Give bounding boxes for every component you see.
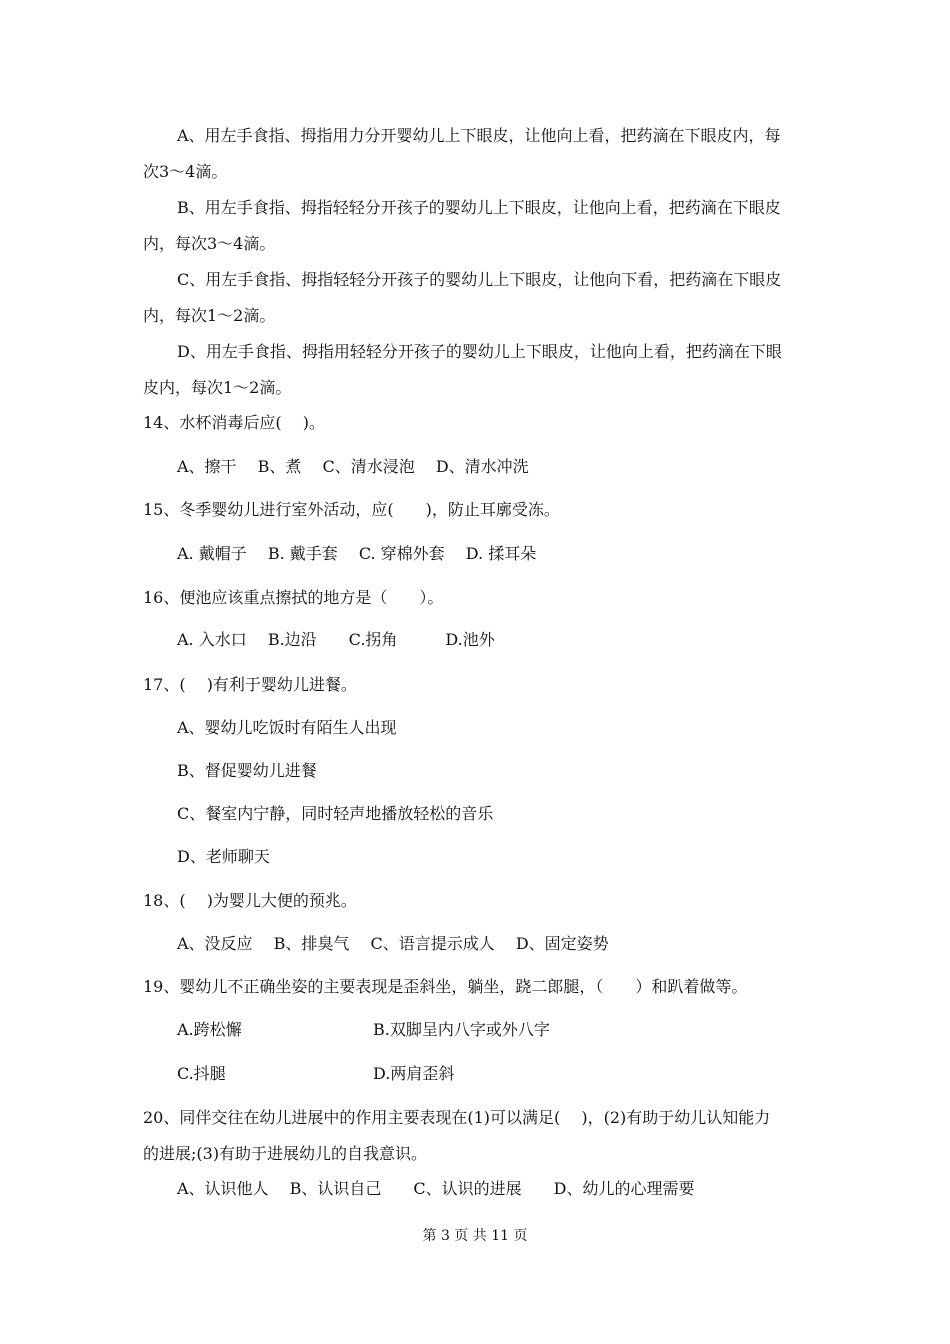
q18-stem: 18、( )为婴儿大便的预兆。 — [143, 891, 357, 910]
q20-options: A、认识他人 B、认识自己 C、认识的进展 D、幼儿的心理需要 — [177, 1179, 695, 1198]
q17-stem: 17、( )有利于婴幼儿进餐。 — [143, 675, 357, 694]
q13-option-d — [143, 334, 809, 406]
q15-options: A. 戴帽子 B. 戴手套 C. 穿棉外套 D. 揉耳朵 — [177, 544, 537, 563]
q19-option-c: C.抖腿 — [177, 1064, 226, 1083]
q13-option-a — [143, 118, 809, 190]
q19-stem: 19、婴幼儿不正确坐姿的主要表现是歪斜坐，躺坐，跷二郎腿，（ ）和趴着做等。 — [143, 977, 748, 996]
q19-options-row2 — [177, 1056, 843, 1092]
q16-options: A. 入水口 B.边沿 C.拐角 D.池外 — [177, 630, 495, 649]
q17-option-c: C、餐室内宁静，同时轻声地播放轻松的音乐 — [177, 804, 494, 823]
q19-option-b: B.双脚呈内八字或外八字 — [373, 1020, 550, 1039]
q19-options-row1 — [177, 1012, 843, 1048]
q18-options: A、没反应 B、排臭气 C、语言提示成人 D、固定姿势 — [177, 934, 609, 953]
q13-option-c-line2: 内，每次1～2滴。 — [143, 306, 276, 325]
q17-option-a: A、婴幼儿吃饭时有陌生人出现 — [177, 718, 397, 737]
page-footer: 第 3 页 共 11 页 — [422, 1228, 528, 1244]
q13-option-c-line1: C、用左手食指、拇指轻轻分开孩子的婴幼儿上下眼皮，让他向下看，把药滴在下眼皮 — [177, 270, 782, 289]
q14-stem: 14、水杯消毒后应( )。 — [143, 413, 325, 432]
q19-option-a: A.跨松懈 — [177, 1020, 242, 1039]
q13-option-a-line1: A、用左手食指、拇指用力分开婴幼儿上下眼皮，让他向上看，把药滴在下眼皮内，每 — [177, 126, 781, 145]
q13-option-b — [143, 190, 809, 262]
q20-stem-line2: 的进展;(3)有助于进展幼儿的自我意识。 — [143, 1144, 428, 1163]
q13-option-d-line1: D、用左手食指、拇指用轻轻分开孩子的婴幼儿上下眼皮，让他向上看，把药滴在下眼 — [177, 342, 782, 361]
q17-option-d: D、老师聊天 — [177, 847, 270, 866]
q20-stem — [143, 1100, 809, 1172]
q13-option-d-line2: 皮内，每次1～2滴。 — [143, 378, 292, 397]
q13-option-b-line1: B、用左手食指、拇指轻轻分开孩子的婴幼儿上下眼皮，让他向上看，把药滴在下眼皮 — [177, 198, 781, 217]
q16-stem: 16、便池应该重点擦拭的地方是（ ）。 — [143, 588, 444, 607]
q20-stem-line1: 20、同伴交往在幼儿进展中的作用主要表现在(1)可以满足( )，(2)有助于幼儿认知能力 — [143, 1108, 771, 1127]
q13-option-c — [143, 262, 809, 334]
q13-option-a-line2: 次3～4滴。 — [143, 162, 228, 181]
q15-stem: 15、冬季婴幼儿进行室外活动，应( )，防止耳廓受冻。 — [143, 500, 560, 519]
q17-option-b: B、督促婴幼儿进餐 — [177, 761, 317, 780]
q13-option-b-line2: 内，每次3～4滴。 — [143, 234, 276, 253]
q19-option-d: D.两肩歪斜 — [373, 1064, 455, 1083]
q14-options: A、擦干 B、煮 C、清水浸泡 D、清水冲洗 — [177, 457, 529, 476]
